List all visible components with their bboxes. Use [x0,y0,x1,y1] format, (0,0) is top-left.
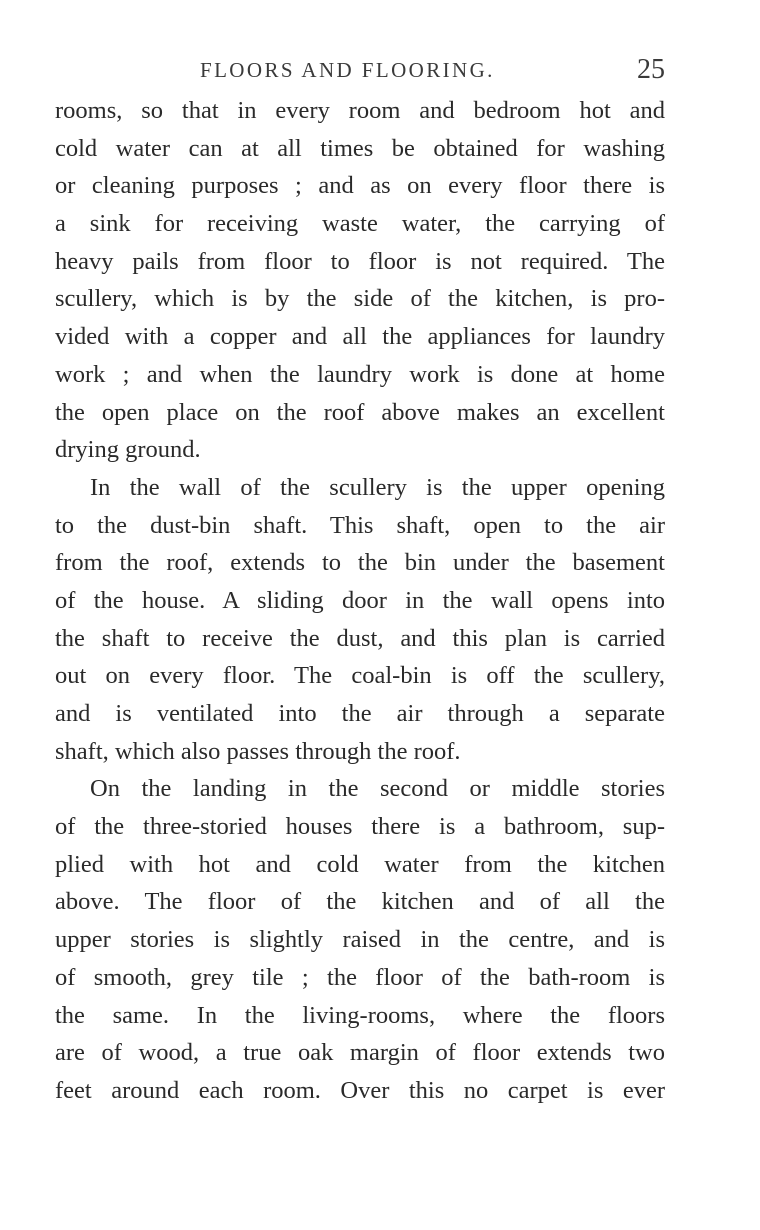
paragraph-start-line: On the landing in the second or middle stories [90,775,665,803]
text-line: are of wood, a true oak margin of floor extends two [55,1039,665,1067]
text-line: above. The floor of the kitchen and of all the [55,888,665,916]
body-text [55,92,665,1110]
text-line: a sink for receiving waste water, the carrying of [55,210,665,238]
text-line: the shaft to receive the dust, and this plan is carried [55,624,665,652]
text-line: vided with a copper and all the appliances for laundry [55,323,665,351]
text-line: rooms, so that in every room and bedroom hot and [55,97,665,124]
running-header [200,54,665,88]
text-line: cold water can at all times be obtained for washing [55,134,665,162]
text-line: plied with hot and cold water from the kitchen [55,850,665,878]
text-line: of the house. A sliding door in the wall opens into [55,586,665,614]
paragraph-end-line: shaft, which also passes through the roof. [55,737,461,765]
text-line: the same. In the living-rooms, where the floors [55,1001,665,1029]
text-line: upper stories is slightly raised in the centre, and is [55,926,665,954]
paragraph-end-line: drying ground. [55,436,201,464]
text-line: feet around each room. Over this no carpet is ever [55,1076,665,1104]
text-line: work ; and when the laundry work is done at home [55,360,665,388]
text-line: and is ventilated into the air through a separate [55,700,665,727]
text-line: of smooth, grey tile ; the floor of the bath-room is [55,963,665,991]
text-line: or cleaning purposes ; and as on every floor there is [55,172,665,200]
text-line: from the roof, extends to the bin under the basement [55,549,665,577]
text-line: of the three-storied houses there is a bathroom, sup- [55,813,665,841]
text-line: out on every floor. The coal-bin is off the scullery, [55,662,665,690]
paragraph-start-line: In the wall of the scullery is the upper opening [90,473,665,501]
text-line: heavy pails from floor to floor is not required. The [55,247,665,275]
text-line: the open place on the roof above makes an excellent [55,398,665,426]
running-title: FLOORS AND FLOORING. [200,58,495,82]
text-line: scullery, which is by the side of the kitchen, is pro- [55,285,665,313]
page-number: 25 [637,54,665,85]
text-line: to the dust-bin shaft. This shaft, open to the air [55,511,665,539]
